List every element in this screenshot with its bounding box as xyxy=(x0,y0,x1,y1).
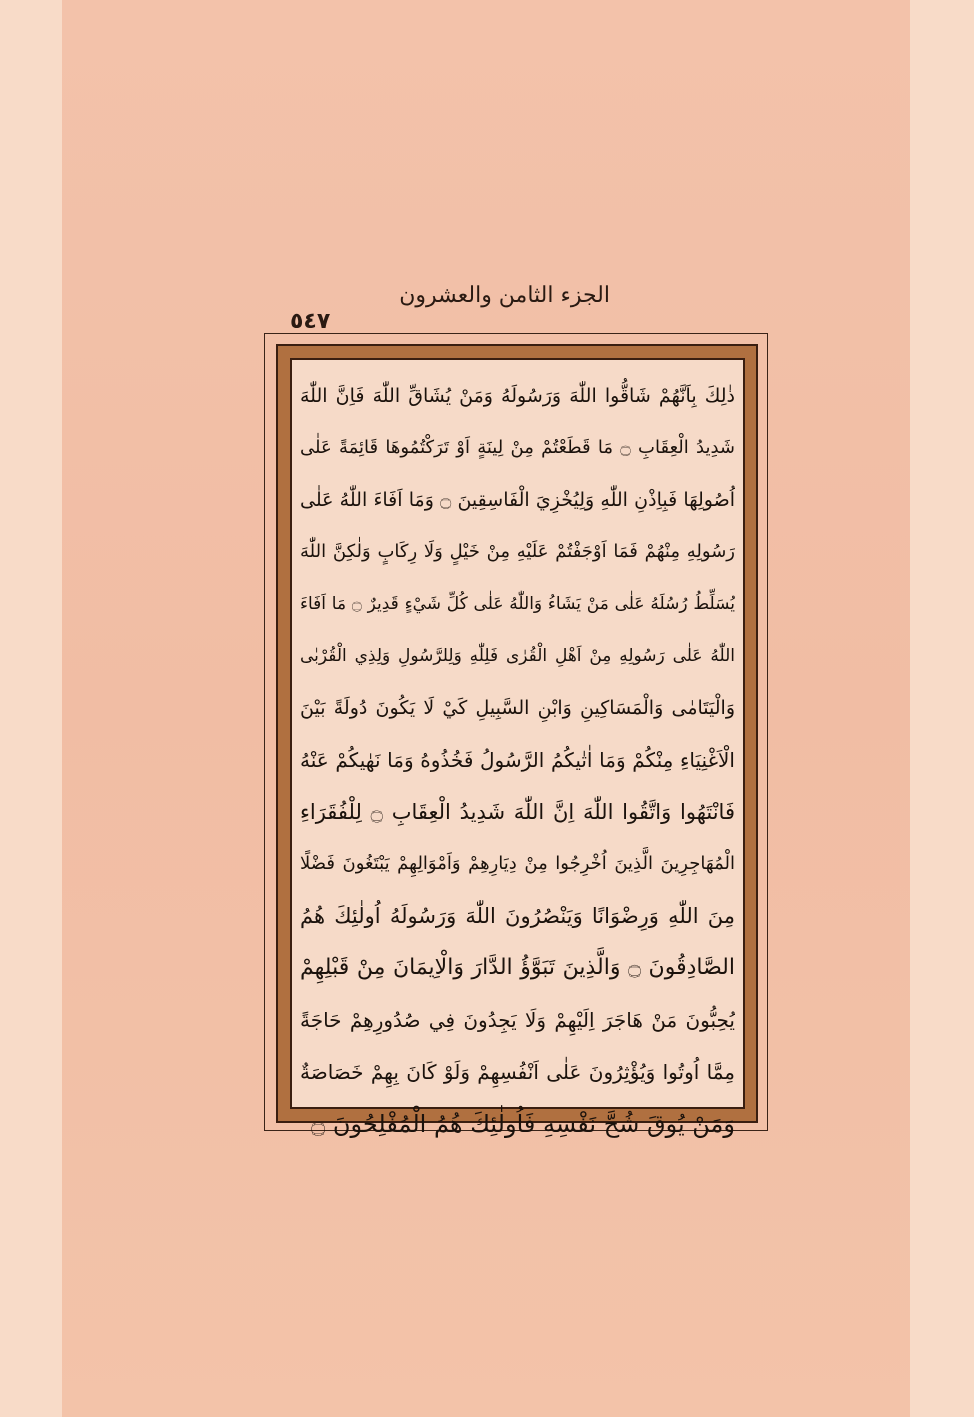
verse-line: الْاَغْنِيَاءِ مِنْكُمْ وَمَا اٰتٰيكُمُ الرَّسُولُ فَخُذُوهُ وَمَا نَهٰيكُمْ عَنْهُ xyxy=(300,748,735,772)
verse-line: يُسَلِّطُ رُسُلَهُ عَلٰى مَنْ يَشَاءُ وَاللّٰهُ عَلٰى كُلِّ شَيْءٍ قَدِيرٌ ۝ مَا اَفَاءَ xyxy=(300,594,735,614)
verse-line: مِنَ اللّٰهِ وَرِضْوَانًا وَيَنْصُرُونَ اللّٰهَ وَرَسُولَهُ اُولٰئِكَ هُمُ xyxy=(300,904,735,928)
verse-line: وَالْيَتَامٰى وَالْمَسَاكِينِ وَابْنِ السَّبِيلِ كَيْ لَا يَكُونَ دُولَةً بَيْنَ xyxy=(300,697,735,719)
verse-text-block xyxy=(300,370,735,1138)
page-number: ٥٤٧ xyxy=(290,309,331,334)
verse-line: شَدِيدُ الْعِقَابِ ۝ مَا قَطَعْتُمْ مِنْ لِينَةٍ اَوْ تَرَكْتُمُوهَا قَائِمَةً عَلٰى xyxy=(300,437,735,458)
verse-line: فَانْتَهُوا وَاتَّقُوا اللّٰهَ اِنَّ اللّٰهَ شَدِيدُ الْعِقَابِ ۝ لِلْفُقَرَاءِ xyxy=(300,800,735,824)
verse-line: الْمُهَاجِرِينَ الَّذِينَ اُخْرِجُوا مِنْ دِيَارِهِمْ وَاَمْوَالِهِمْ يَبْتَغُونَ فَضْلًا xyxy=(300,853,735,874)
page-margin-left xyxy=(0,0,62,1417)
page-margin-right xyxy=(910,0,974,1417)
verse-line: الصَّادِقُونَ ۝ وَالَّذِينَ تَبَوَّؤُ الدَّارَ وَالْاِيمَانَ مِنْ قَبْلِهِمْ xyxy=(300,955,735,980)
juz-title: الجزء الثامن والعشرون xyxy=(399,283,610,308)
verse-line: يُحِبُّونَ مَنْ هَاجَرَ اِلَيْهِمْ وَلَا يَجِدُونَ فِي صُدُورِهِمْ حَاجَةً xyxy=(300,1008,735,1032)
verse-line: اُصُولِهَا فَبِاِذْنِ اللّٰهِ وَلِيُخْزِيَ الْفَاسِقِينَ ۝ وَمَا اَفَاءَ اللّٰهُ عَلٰى xyxy=(300,489,735,511)
verse-line: وَمَنْ يُوقَ شُحَّ نَفْسِهِ فَاُولٰئِكَ هُمُ الْمُفْلِحُونَ ۝ xyxy=(311,1110,735,1138)
verse-line: اللّٰهُ عَلٰى رَسُولِهِ مِنْ اَهْلِ الْقُرٰى فَلِلّٰهِ وَلِلرَّسُولِ وَلِذِي الْقُرْبٰى xyxy=(300,646,735,666)
verse-line: رَسُولِهِ مِنْهُمْ فَمَا اَوْجَفْتُمْ عَلَيْهِ مِنْ خَيْلٍ وَلَا رِكَابٍ وَلٰكِنَّ اللّٰهَ xyxy=(300,541,735,562)
verse-line: ذٰلِكَ بِاَنَّهُمْ شَاقُّوا اللّٰهَ وَرَسُولَهُ وَمَنْ يُشَاقِّ اللّٰهَ فَاِنَّ اللّٰهَ xyxy=(300,385,735,407)
verse-line: مِمَّا اُوتُوا وَيُؤْثِرُونَ عَلٰى اَنْفُسِهِمْ وَلَوْ كَانَ بِهِمْ خَصَاصَةٌ xyxy=(300,1060,735,1084)
